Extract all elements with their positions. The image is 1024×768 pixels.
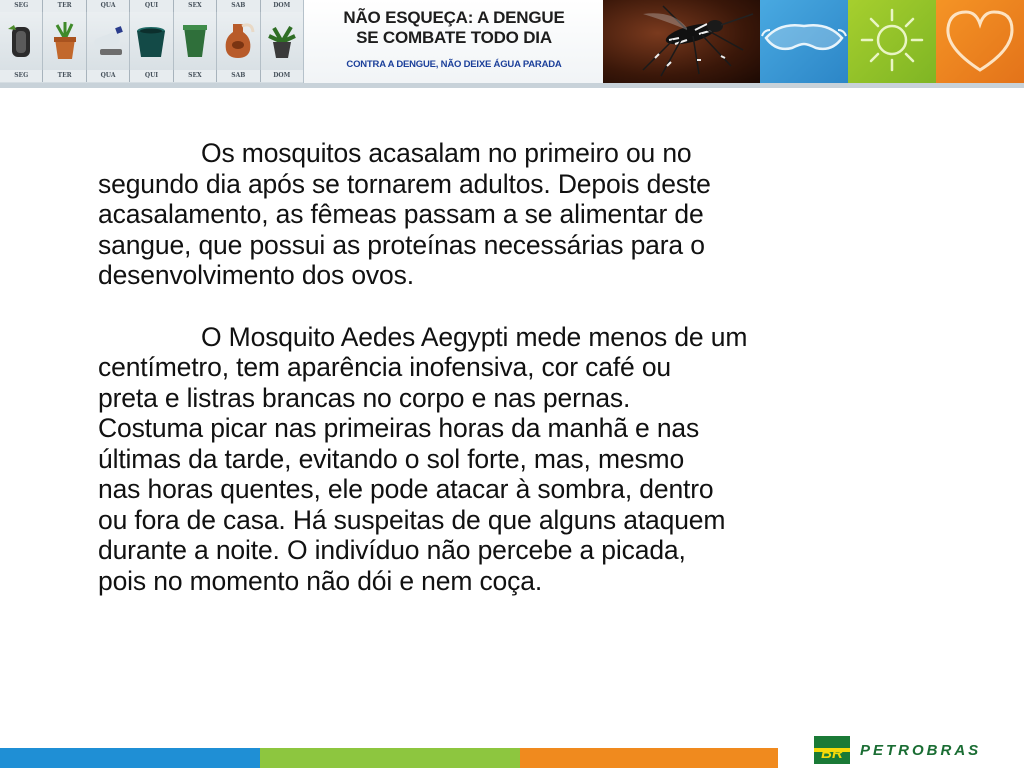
day-labels-top — [0, 0, 303, 12]
br-logo-icon — [814, 736, 850, 764]
banner-divider — [0, 83, 1024, 88]
footer-bar-blue — [0, 748, 260, 768]
day-label: SEX — [174, 0, 217, 12]
text-line: centímetro, tem aparência inofensiva, cor café ou — [98, 352, 672, 382]
campaign-title-line-1: NÃO ESQUEÇA: A DENGUE — [343, 8, 565, 27]
tire-icon — [0, 12, 43, 70]
jar-icon — [217, 12, 260, 70]
text-line: Costuma picar nas primeiras horas da manhã e nas — [98, 413, 700, 443]
sun-icon — [848, 0, 936, 83]
day-label: DOM — [261, 0, 303, 12]
week-calendar-panel — [0, 0, 303, 83]
campaign-title-panel — [303, 0, 604, 83]
text-line: durante a noite. O indivíduo não percebe a picada, — [98, 535, 686, 565]
flower-pot-icon — [43, 12, 86, 70]
day-label: QUA — [87, 0, 130, 12]
text-line: ou fora de casa. Há suspeitas de que alguns ataquem — [98, 504, 726, 535]
day-label: SAB — [217, 0, 260, 12]
paragraph-mating — [98, 138, 928, 291]
day-labels-bottom — [0, 70, 303, 82]
mosquito-icon — [643, 6, 753, 76]
day-label: QUA — [87, 70, 130, 82]
text-line: desenvolvimento dos ovos. — [98, 260, 414, 290]
top-banner — [0, 0, 1024, 83]
footer-bar-green — [260, 748, 520, 768]
goggles-icon — [760, 0, 848, 83]
day-label: DOM — [261, 70, 303, 82]
logo-mark-text: BR — [821, 745, 843, 762]
logo-wordmark: PETROBRAS — [860, 741, 982, 759]
text-line: Os mosquitos acasalam no primeiro ou no — [201, 138, 692, 168]
campaign-subtitle: CONTRA A DENGUE, NÃO DEIXE ÁGUA PARADA — [346, 59, 562, 70]
day-label: SEG — [0, 70, 43, 82]
text-line: últimas da tarde, evitando o sol forte, mas, mesmo — [98, 443, 685, 474]
text-line: acasalamento, as fêmeas passam a se alimentar de — [98, 199, 704, 229]
text-line: nas horas quentes, ele pode atacar à sombra, dentro — [98, 474, 714, 504]
footer-bar-orange — [520, 748, 778, 768]
paragraph-description — [98, 322, 928, 597]
bucket-icon — [130, 12, 173, 70]
sun-tile — [848, 0, 936, 83]
goggles-tile — [760, 0, 848, 83]
slide-body — [98, 138, 928, 596]
text-line: segundo dia após se tornarem adultos. Depois deste — [98, 168, 711, 199]
heart-tile — [936, 0, 1024, 83]
bottle-icon — [87, 12, 130, 70]
day-label: SEX — [174, 70, 217, 82]
heart-icon — [936, 0, 1024, 83]
text-line: sangue, que possui as proteínas necessárias para o — [98, 229, 705, 260]
day-icons-row — [0, 12, 303, 70]
day-label: TER — [43, 0, 86, 12]
pot-icon — [174, 12, 217, 70]
day-label: SEG — [0, 0, 43, 12]
day-label: TER — [43, 70, 86, 82]
campaign-title-line-2: SE COMBATE TODO DIA — [356, 28, 552, 47]
text-line: preta e listras brancas no corpo e nas pernas. — [98, 382, 631, 413]
day-label: SAB — [217, 70, 260, 82]
plant-icon — [261, 12, 303, 70]
mosquito-photo — [603, 0, 760, 83]
day-label: QUI — [130, 70, 173, 82]
text-line: pois no momento não dói e nem coça. — [98, 565, 543, 596]
day-label: QUI — [130, 0, 173, 12]
petrobras-logo — [814, 735, 981, 765]
text-line: O Mosquito Aedes Aegypti mede menos de um — [201, 321, 748, 352]
